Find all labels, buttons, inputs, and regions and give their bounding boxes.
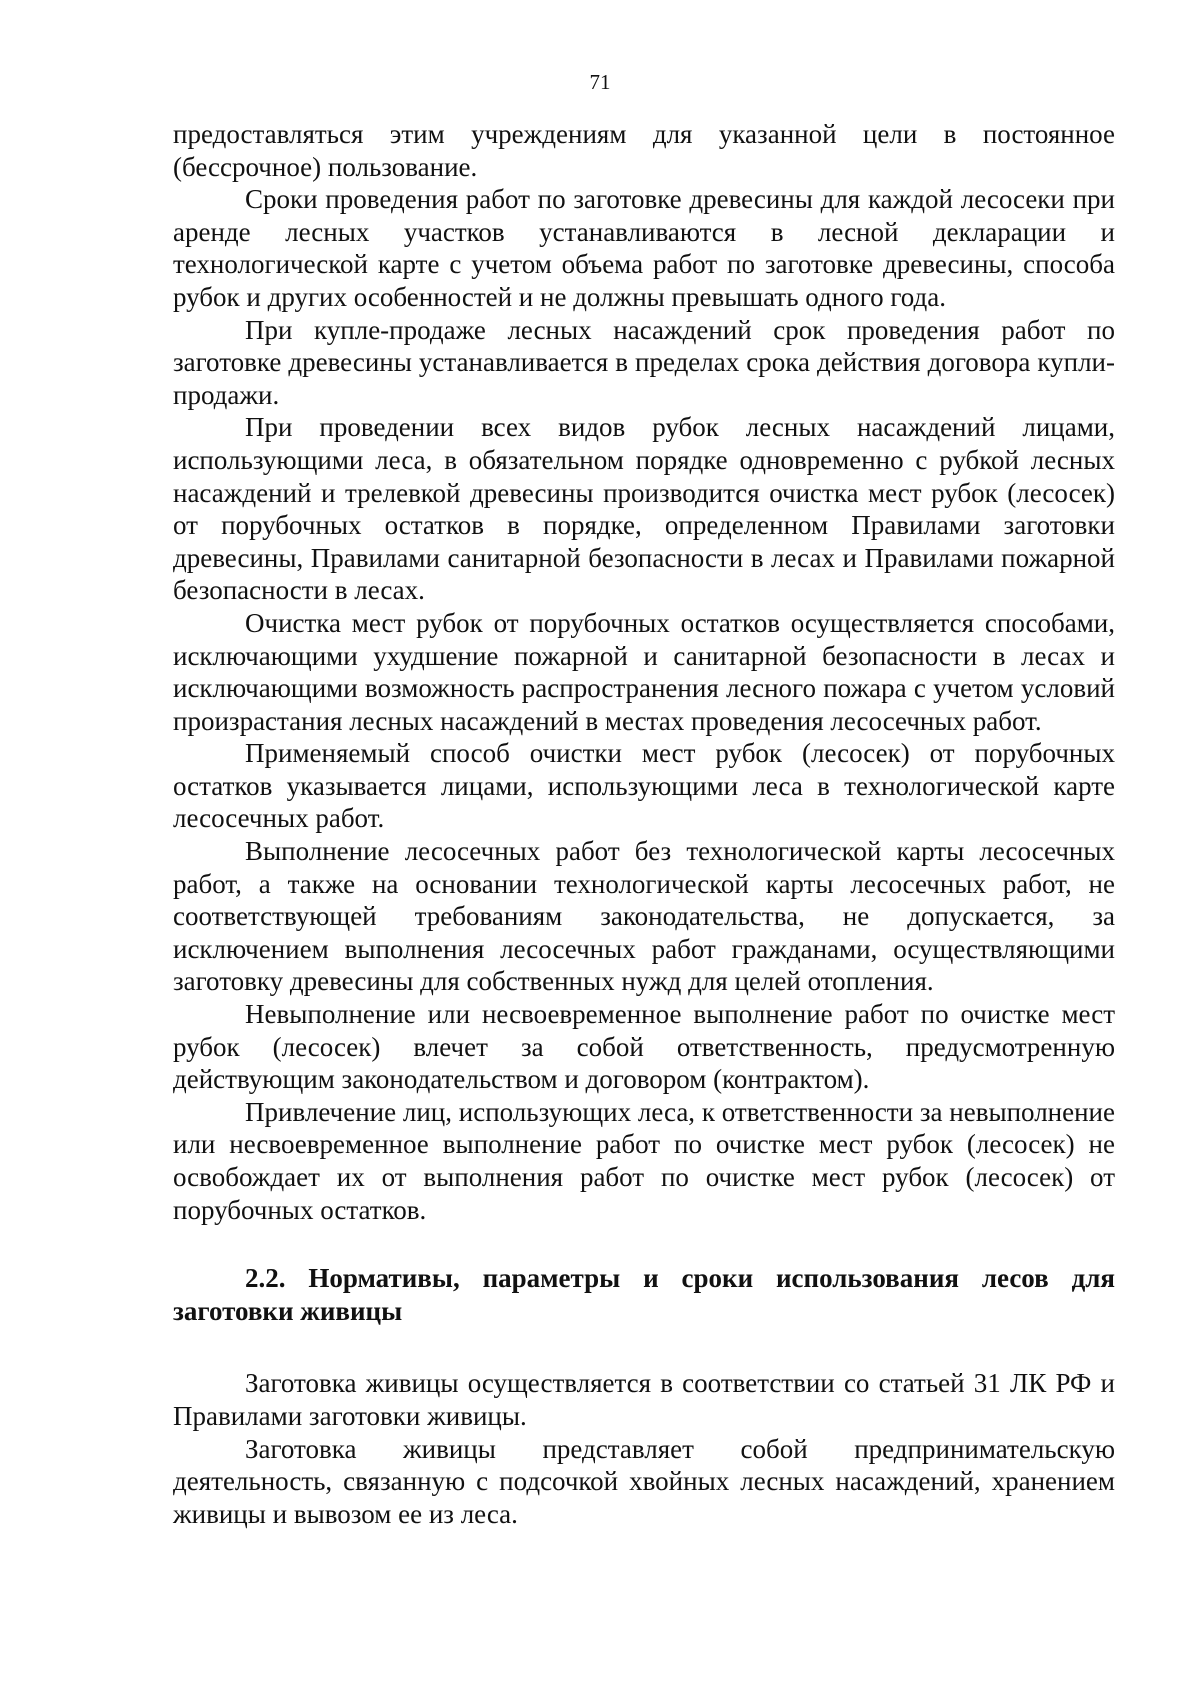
- paragraph: При проведении всех видов рубок лесных насаждений лицами, использующими леса, в обязательном порядке одновременно с рубкой лесных насаждений и трелевкой древесины производится очистка мест рубок (лесосек) от порубочных остатков в порядке, определенном Правилами заготовки древесины, Правилами санитарной безопасности в лесах и Правилами пожарной безопасности в лесах.: [173, 412, 1115, 606]
- paragraph: Невыполнение или несвоевременное выполнение работ по очистке мест рубок (лесосек) влечет за собой ответственность, предусмотренную действующим законодательством и договором (контрактом).: [173, 999, 1115, 1095]
- paragraph: При купле-продаже лесных насаждений срок проведения работ по заготовке древесины устанавливается в пределах срока действия договора купли-продажи.: [173, 314, 1115, 410]
- paragraph: Применяемый способ очистки мест рубок (лесосек) от порубочных остатков указывается лицами, использующими леса в технологической карте лесосечных работ.: [173, 738, 1115, 834]
- paragraph-continuation: предоставляться этим учреждениям для указанной цели в постоянное (бессрочное) пользование.: [173, 119, 1115, 182]
- section-heading: 2.2. Нормативы, параметры и сроки использования лесов для заготовки живицы: [173, 1263, 1115, 1326]
- paragraph: Очистка мест рубок от порубочных остатков осуществляется способами, исключающими ухудшение пожарной и санитарной безопасности в лесах и исключающими возможность распространения лесного пожара с учетом условий произрастания лесных насаждений в местах проведения лесосечных работ.: [173, 607, 1115, 736]
- paragraph: Заготовка живицы представляет собой предпринимательскую деятельность, связанную с подсочкой хвойных лесных насаждений, хранением живицы и вывозом ее из леса.: [173, 1433, 1115, 1529]
- paragraph: Сроки проведения работ по заготовке древесины для каждой лесосеки при аренде лесных участков устанавливаются в лесной декларации и технологической карте с учетом объема работ по заготовке древесины, способа рубок и других особенностей и не должны превышать одного года.: [173, 184, 1115, 312]
- paragraph: Заготовка живицы осуществляется в соответствии со статьей 31 ЛК РФ и Правилами заготовки живицы.: [173, 1368, 1115, 1431]
- page-number: 71: [589, 70, 611, 94]
- paragraph: Привлечение лиц, использующих леса, к ответственности за невыполнение или несвоевременное выполнение работ по очистке мест рубок (лесосек) не освобождает их от выполнения работ по очистке мест рубок (лесосек) от порубочных остатков.: [173, 1096, 1115, 1225]
- document-body: [173, 118, 1115, 1530]
- paragraph: Выполнение лесосечных работ без технологической карты лесосечных работ, а также на основании технологической карты лесосечных работ, не соответствующей требованиям законодательства, не допускается, за исключением выполнения лесосечных работ гражданами, осуществляющими заготовку древесины для собственных нужд для целей отопления.: [173, 836, 1115, 997]
